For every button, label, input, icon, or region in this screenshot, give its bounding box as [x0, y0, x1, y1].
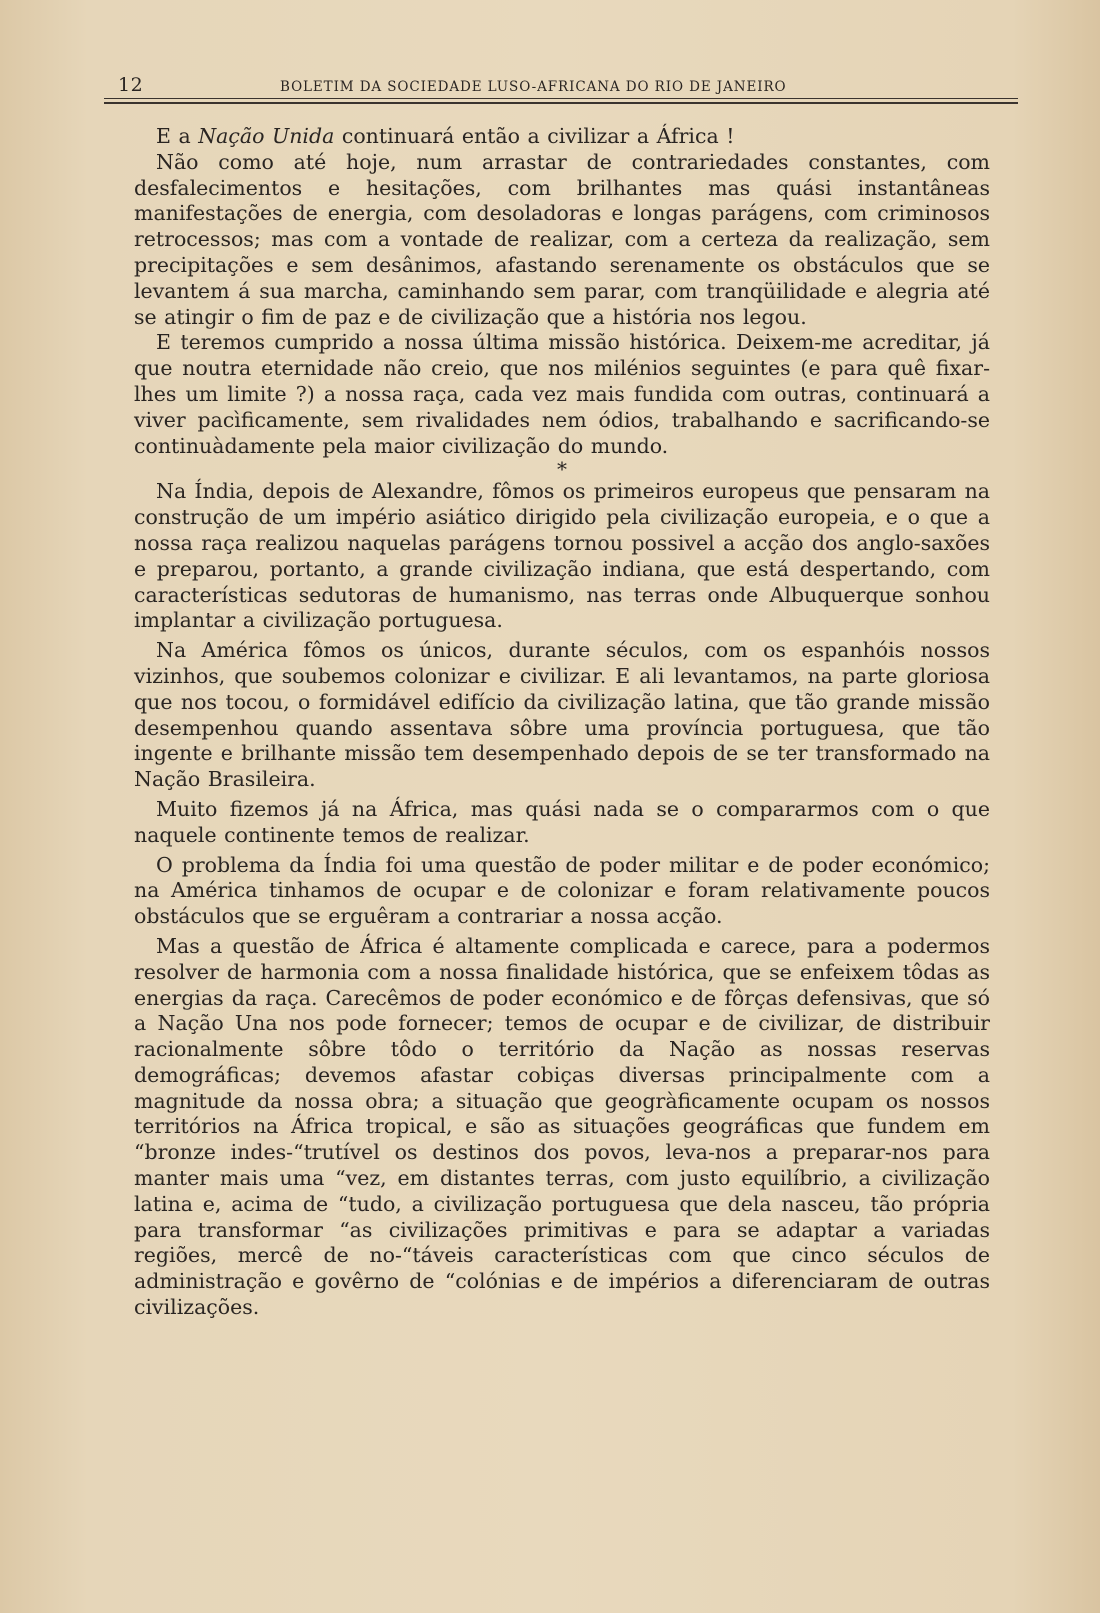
page-header — [104, 72, 1018, 98]
paragraph-2: Não como até hoje, num arrastar de contrariedades constantes, com desfalecimentos e hesitações, com brilhantes mas quási instantâneas manifestações de energia, com desoladoras e longas parágens, com criminosos retrocessos; mas com a vontade de realizar, com a certeza da realização, sem precipitações e sem desânimos, afastando serenamente os obstáculos que se levantem á sua marcha, caminhando sem parar, com tranqüilidade e alegria até se atingir o fim de paz e de civilização que a história nos legou. — [134, 149, 990, 329]
paragraph-7: O problema da Índia foi uma questão de poder militar e de poder económico; na América tinhamos de ocupar e de colonizar e foram relativamente poucos obstáculos que se erguêram a contrariar a nossa acção. — [134, 852, 990, 929]
paragraph-4: Na Índia, depois de Alexandre, fômos os primeiros europeus que pensaram na construção de um império asiático dirigido pela civilização europeia, e o que a nossa raça realizou naquelas parágens tornou possivel a acção dos anglo-saxões e preparou, portanto, a grande civilização indiana, que está despertando, com características sedutoras de humanismo, nas terras onde Albuquerque sonhou implantar a civilização portuguesa. — [134, 479, 990, 633]
header-rule-thick — [104, 102, 1018, 104]
section-separator: * — [557, 457, 567, 482]
running-title: BOLETIM DA SOCIEDADE LUSO-AFRICANA DO RIO DE JANEIRO — [280, 79, 787, 95]
article-body — [134, 124, 990, 1325]
paragraph-1-suffix: continuará então a civilizar a África ! — [334, 124, 735, 148]
paragraph-6: Muito fizemos já na África, mas quási nada se o compararmos com o que naquele continente temos de realizar. — [134, 796, 990, 847]
section-2 — [134, 479, 990, 1321]
paragraph-1 — [134, 124, 990, 150]
paragraph-5: Na América fômos os únicos, durante séculos, com os espanhóis nossos vizinhos, que soubemos colonizar e civilizar. E ali levantamos, na parte gloriosa que nos tocou, o formidável edifício da civilização latina, que tão grande missão desempenhou quando assentava sôbre uma província portuguesa, que tão ingente e brilhante missão tem desempenhado depois de se ter transformado na Nação Brasileira. — [134, 638, 990, 792]
paragraph-8: Mas a questão de África é altamente complicada e carece, para a podermos resolver de harmonia com a nossa finalidade histórica, que se enfeixem tôdas as energias da raça. Carecêmos de poder económico e de fôrças defensivas, que só a Nação Una nos pode fornecer; temos de ocupar e de civilizar, de distribuir racionalmente sôbre tôdo o território da Nação as nossas reservas demográficas; devemos afastar cobiças diversas principalmente com a magnitude da nossa obra; a situação que geogràficamente ocupam os nossos territórios na África tropical, e são as situações geográficas que fundem em “bronze indes-“trutível os destinos dos povos, leva-nos a preparar-nos para manter mais uma “vez, em distantes terras, com justo equilíbrio, a civilização latina e, acima de “tudo, a civilização portuguesa que dela nasceu, tão própria para transformar “as civilizações primitivas e para se adaptar a variadas regiões, mercê de no-“táveis características com que cinco séculos de administração e govêrno de “colónias e de impérios a diferenciaram de outras civilizações. — [134, 933, 990, 1320]
paragraph-1-italic: Nação Unida — [198, 124, 335, 148]
paragraph-1-prefix: E a — [156, 124, 199, 148]
page-number: 12 — [118, 74, 144, 96]
header-rule-thin — [104, 98, 1018, 99]
paragraph-3: E teremos cumprido a nossa última missão histórica. Deixem-me acreditar, já que noutra eternidade não creio, que nos milénios seguintes (e para quê fixar-lhes um limite ?) a nossa raça, cada vez mais fundida com outras, continuará a viver pacìficamente, sem rivalidades nem ódios, trabalhando e sacrificando-se continuàdamente pela maior civilização do mundo. — [134, 330, 990, 458]
